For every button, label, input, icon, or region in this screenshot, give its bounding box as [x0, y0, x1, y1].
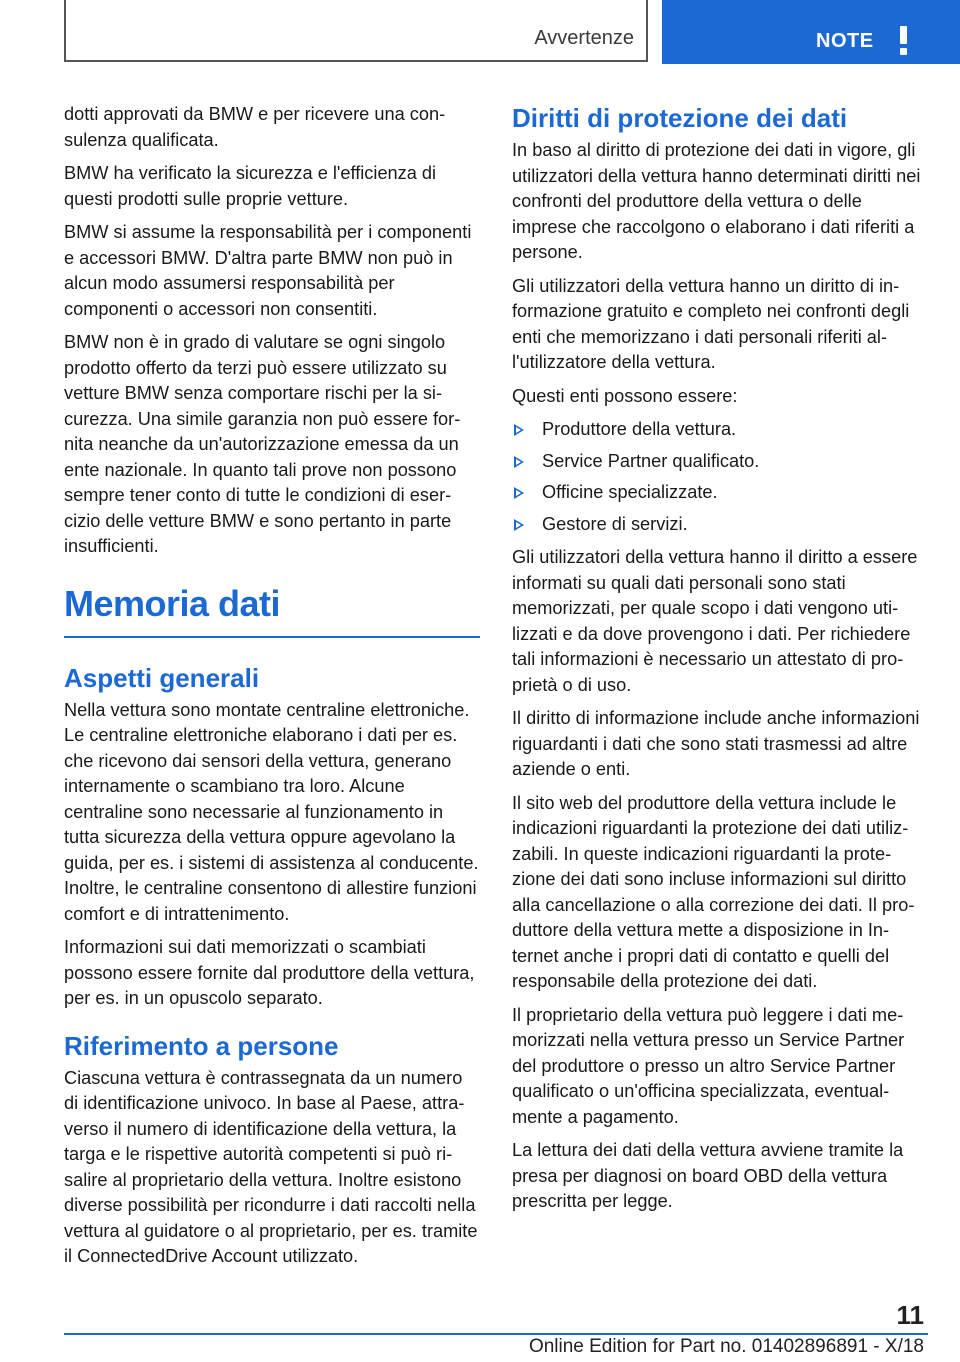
header-section-box — [64, 0, 648, 62]
paragraph: La lettura dei dati della vettura avviene tramite la presa per diagnosi on board OBD della vettura prescritta per legge. — [512, 1140, 904, 1211]
triangle-bullet-icon — [514, 424, 524, 436]
triangle-bullet-icon — [514, 456, 524, 468]
section-heading: Aspetti generali — [64, 662, 260, 693]
section-heading: Diritti di protezione dei dati — [512, 103, 848, 133]
triangle-bullet-icon — [514, 487, 524, 499]
paragraph: dotti approvati da BMW e per ricevere una consulenza qualificata. — [64, 104, 446, 150]
paragraph: Il diritto di informazione include anche informazioni riguardanti i dati che sono stati trasmessi ad altre aziende o enti. — [512, 708, 920, 779]
section-heading: Riferimento a persone — [64, 1030, 339, 1061]
list-item: Produttore della vettura. — [512, 417, 928, 443]
heading-divider — [64, 636, 480, 638]
triangle-bullet-icon — [514, 519, 524, 531]
footer-divider — [64, 1333, 928, 1335]
list-item: Officine specializzate. — [512, 480, 928, 506]
paragraph: Il proprietario della vettura può leggere i dati memorizzati nella vettura presso un Service Partner del produttore o presso un altro Service Partner qualificato o un'officina specializzata, eventualmente a pagamento. — [512, 1004, 905, 1127]
paragraph: Informazioni sui dati memorizzati o scambiati possono essere fornite dal produttore della vettura, per es. in un opuscolo separato. — [64, 937, 475, 1008]
header-chapter-tab — [662, 0, 960, 64]
left-column — [64, 102, 480, 1278]
list-item: Gestore di servizi. — [512, 512, 928, 538]
paragraph: Gli utilizzatori della vettura hanno il diritto a essere informati su quali dati personali sono stati memorizzati, per quale scopo i dati vengono utilizzati e da dove provengono i dati. Per richiedere tali informazioni è necessario un attestato di proprietà o di uso. — [512, 547, 918, 695]
paragraph: Questi enti possono essere: — [512, 385, 738, 406]
chapter-heading: Memoria dati — [64, 582, 281, 624]
paragraph: BMW ha verificato la sicurezza e l'efficienza di questi prodotti sulle proprie vetture. — [64, 163, 437, 209]
paragraph: Gli utilizzatori della vettura hanno un diritto di informazione gratuito e completo nei confronti degli enti che memorizzano i dati personali riferiti all'utilizzatore della vettura. — [512, 275, 910, 372]
paragraph: Nella vettura sono montate centraline elettroniche. Le centraline elettroniche elaborano i dati per es. che ricevono dai sensori della vettura, generano internamente o scambiano tra loro. Alcune centraline sono necessarie al funzionamento in tutta sicurezza della vettura oppure agevolano la guida, per es. i sistemi di assistenza al conducente. Inoltre, le centraline consentono di allestire funzioni comfort e di intrattenimento. — [64, 699, 479, 924]
paragraph: Ciascuna vettura è contrassegnata da un numero di identificazione univoco. In base al Paese, attraverso il numero di identificazione della vettura, la targa e le rispettive autorità competenti si può risalire al proprietario della vettura. Inoltre esistono diverse possibilità per ricondurre i dati raccolti nella vettura al guidatore o al proprietario, per es. tramite il ConnectedDrive Account utilizzato. — [64, 1067, 478, 1266]
exclamation-icon — [894, 26, 912, 56]
paragraph: BMW si assume la responsabilità per i componenti e accessori BMW. D'altra parte BMW non può in alcun modo assumersi responsabilità per componenti o accessori non consentiti. — [64, 222, 472, 319]
header-chapter-title: NOTE — [816, 30, 874, 52]
header-section-title: Avvertenze — [534, 27, 634, 49]
list-item: Service Partner qualificato. — [512, 449, 928, 475]
paragraph: In baso al diritto di protezione dei dati in vigore, gli utilizzatori della vettura hanno determinati diritti nei confronti del produttore della vettura o delle imprese che raccolgono o elaborano i dati riferiti a persone. — [512, 140, 921, 262]
bullet-list — [512, 417, 928, 537]
page-number: 11 — [896, 1300, 924, 1330]
right-column — [512, 98, 928, 1223]
paragraph: Il sito web del produttore della vettura include le indicazioni riguardanti la protezione dei dati utilizzabili. In queste indicazioni riguardanti la protezione dei dati sono incluse informazioni sul diritto alla cancellazione o alla correzione dei dati. Il produttore della vettura mette a disposizione in Internet anche i propri dati di contatto e quelli del responsabile della protezione dei dati. — [512, 792, 915, 991]
edition-info: Online Edition for Part no. 01402896891 - X/18 — [528, 1336, 924, 1357]
paragraph: BMW non è in grado di valutare se ogni singolo prodotto offerto da terzi può essere utilizzato su vetture BMW senza comportare rischi per la sicurezza. Una simile garanzia non può essere fornita neanche da un'autorizzazione emessa da un ente nazionale. In quanto tali prove non possono sempre tener conto di tutte le condizioni di esercizio delle vetture BMW e sono pertanto in parte insufficienti. — [64, 332, 461, 556]
